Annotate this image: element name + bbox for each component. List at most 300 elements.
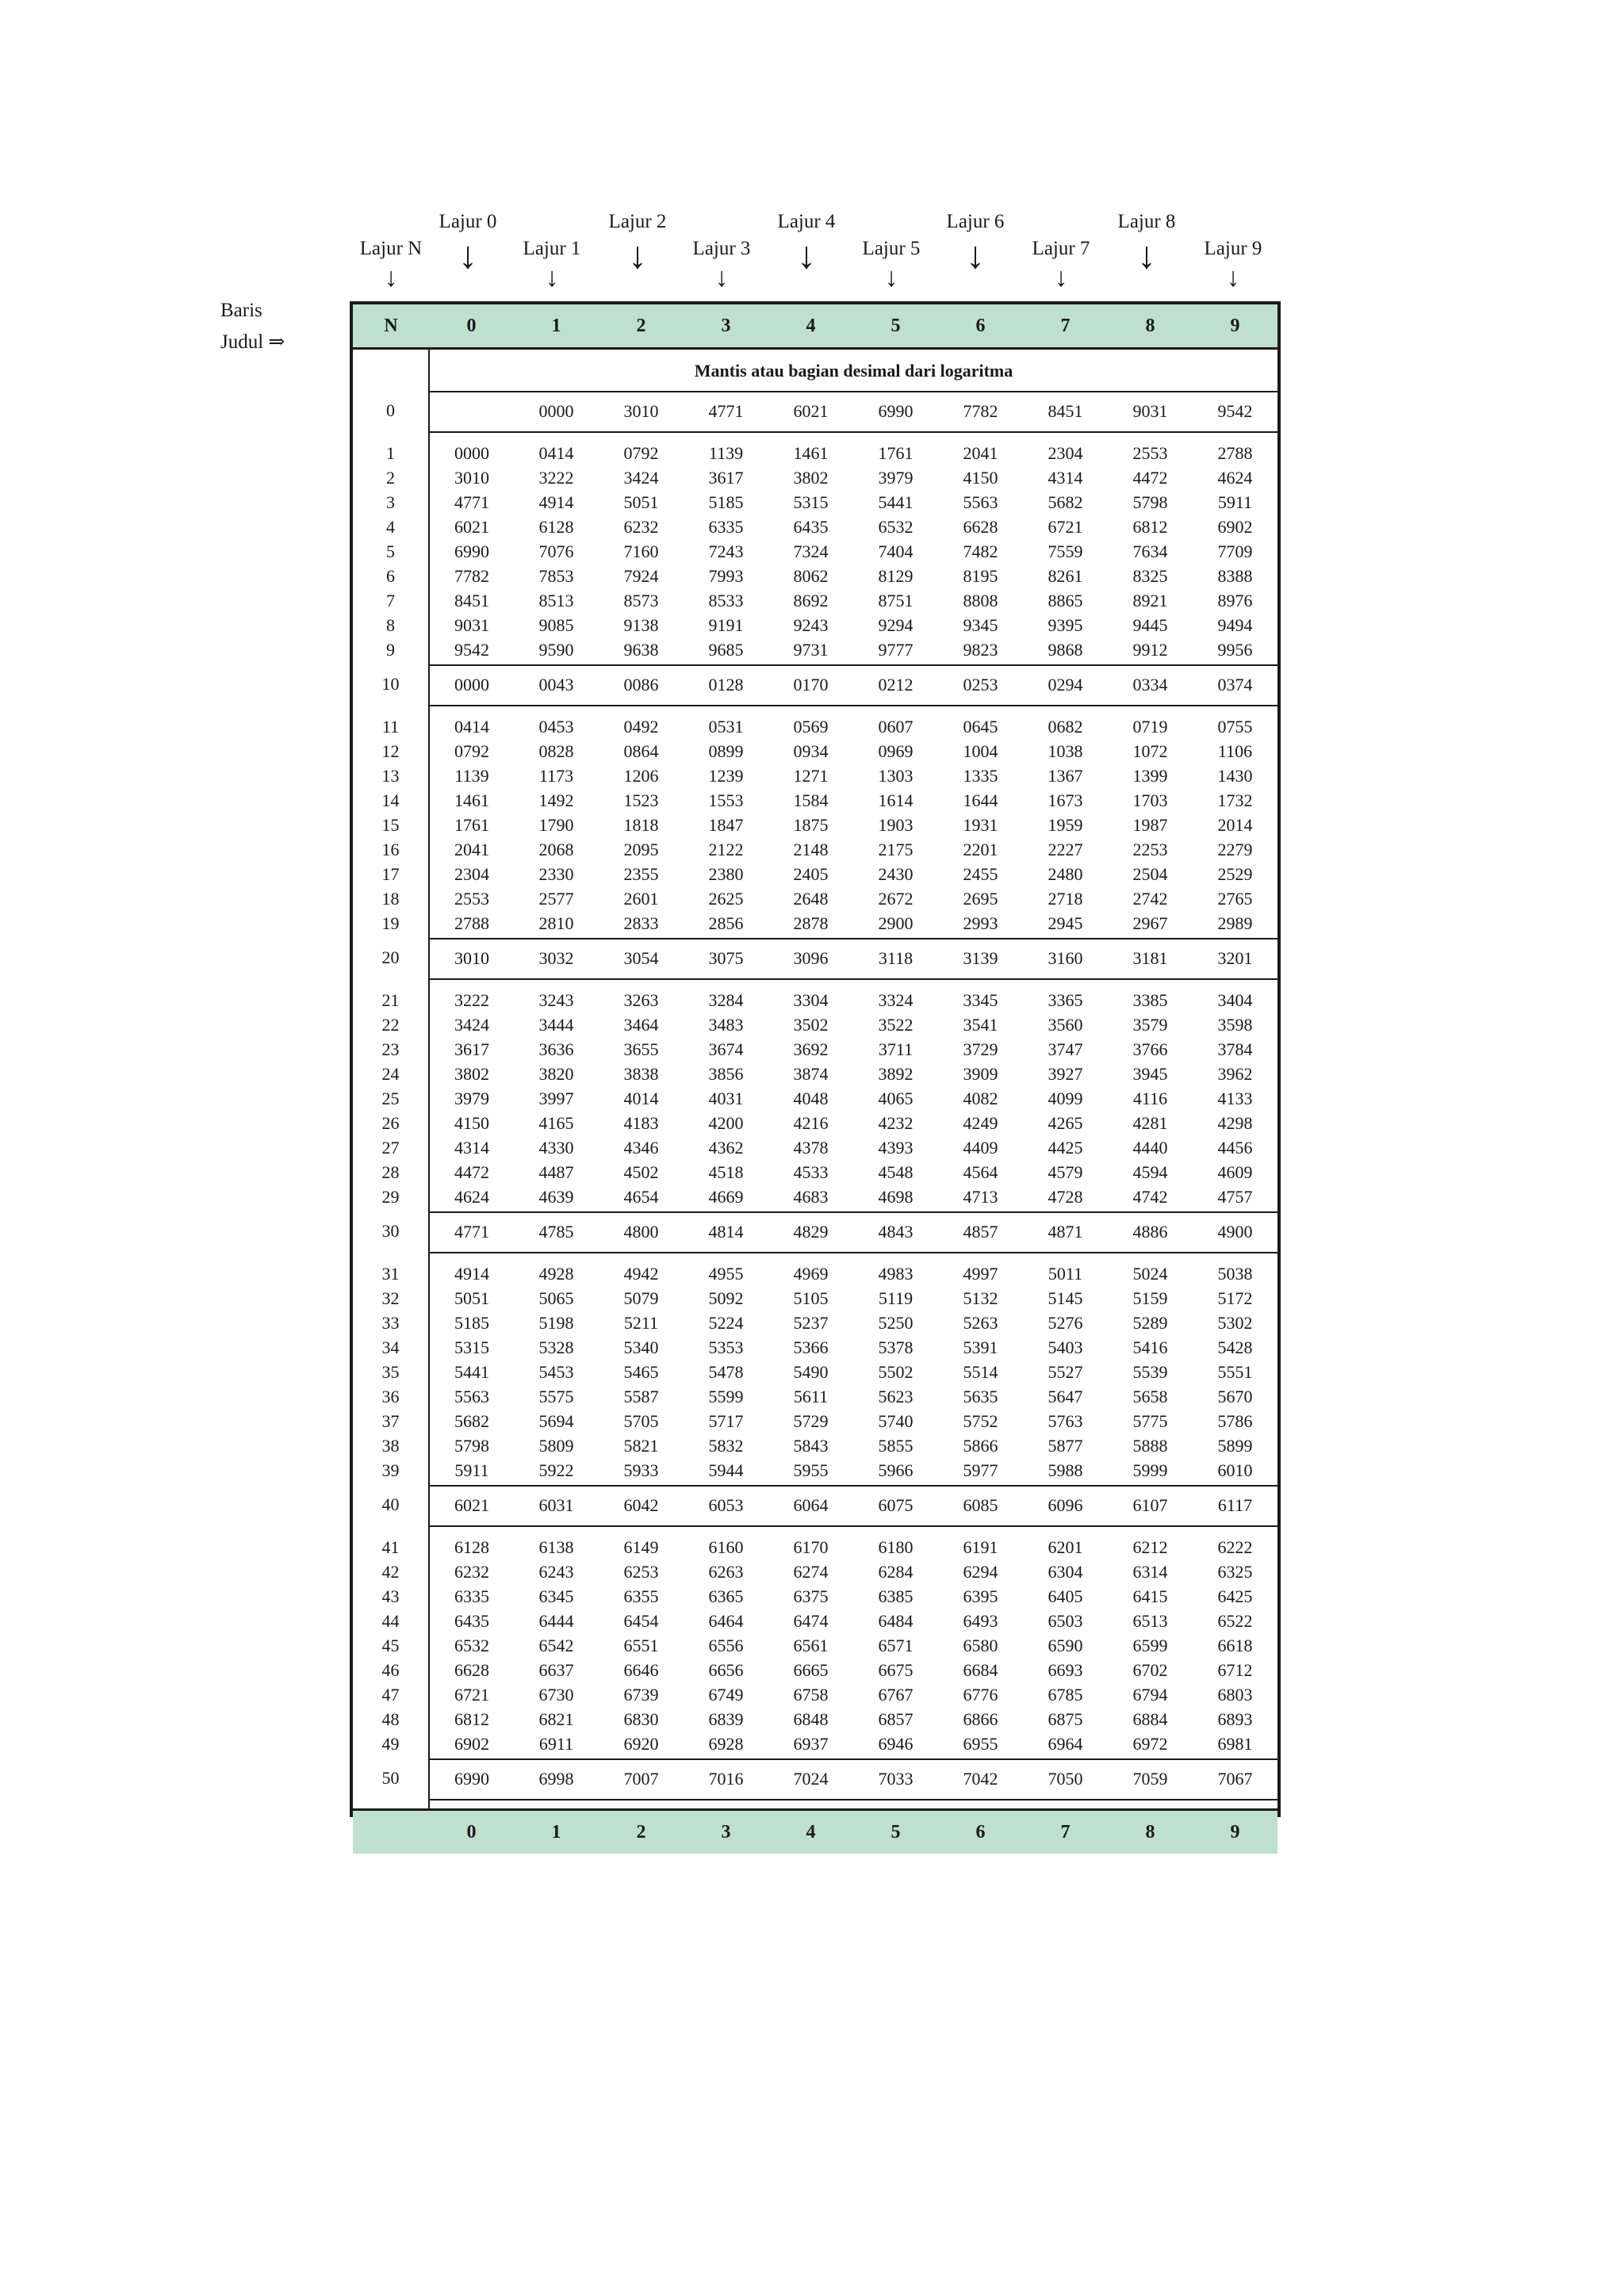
mantissa-cell: 4800 xyxy=(623,1221,659,1242)
mantissa-cell: 5821 xyxy=(623,1436,659,1456)
mantissa-cell: 5250 xyxy=(878,1313,914,1333)
mantissa-cell: 4654 xyxy=(623,1187,659,1207)
mantissa-cell: 0899 xyxy=(708,741,744,761)
mantissa-cell: 1239 xyxy=(708,766,744,786)
row-number-cell: 44 xyxy=(353,1609,429,1633)
mantissa-cell: 6532 xyxy=(878,517,914,537)
table-row xyxy=(353,1311,1277,1335)
mantissa-cell: 0212 xyxy=(878,674,914,695)
mantissa-cell: 6395 xyxy=(963,1586,998,1606)
mantissa-cell: 6365 xyxy=(708,1586,744,1606)
table-row xyxy=(353,1384,1277,1409)
mantissa-cell: 3502 xyxy=(793,1015,829,1035)
mantissa-cell: 6274 xyxy=(793,1562,829,1582)
table-row xyxy=(353,1335,1277,1360)
table-row xyxy=(353,1212,1277,1249)
gap-cell xyxy=(429,1253,1277,1261)
row-number-cell: 5 xyxy=(353,539,429,564)
mantissa-cell: 4031 xyxy=(708,1089,744,1108)
mantissa-cell: 9031 xyxy=(454,615,489,635)
mantissa-cell: 2201 xyxy=(963,840,998,859)
mantissa-cell: 5490 xyxy=(793,1362,829,1382)
row-number-cell: 6 xyxy=(353,564,429,588)
mantissa-cell: 0719 xyxy=(1132,717,1168,737)
mantissa-cell: 6149 xyxy=(623,1537,659,1557)
mantissa-cell: 4232 xyxy=(878,1113,914,1133)
mantissa-cell: 4249 xyxy=(963,1113,998,1133)
mantissa-cell: 5575 xyxy=(538,1387,574,1406)
mantissa-cell: 5705 xyxy=(623,1411,659,1431)
table-row xyxy=(353,490,1277,515)
mantissa-cell: 4639 xyxy=(538,1187,574,1207)
mantissa-cell: 9868 xyxy=(1048,640,1083,660)
row-number-cell: 19 xyxy=(353,911,429,936)
mantissa-cell: 2945 xyxy=(1048,913,1083,933)
mantissa-cell: 4609 xyxy=(1217,1162,1253,1182)
down-arrow-icon: ↓ xyxy=(458,235,477,277)
mantissa-cell: 6522 xyxy=(1217,1611,1253,1631)
mantissa-cell: 0000 xyxy=(454,674,489,695)
mantissa-cell: 6785 xyxy=(1048,1685,1083,1705)
table-row xyxy=(353,886,1277,911)
mantissa-cell: 7634 xyxy=(1132,541,1168,561)
mantissa-cell: 2553 xyxy=(1132,443,1168,463)
row-number-cell: 15 xyxy=(353,813,429,837)
mantissa-cell: 3464 xyxy=(623,1015,659,1035)
mantissa-cell: 8 xyxy=(1108,1810,1193,1854)
mantissa-cell: 9731 xyxy=(793,640,829,660)
mantissa-cell: 3096 xyxy=(793,947,829,968)
row-number-cell: 32 xyxy=(353,1286,429,1311)
mantissa-cell: 1732 xyxy=(1217,790,1253,810)
mantissa-cell: 6857 xyxy=(878,1709,914,1729)
mantissa-cell: 4886 xyxy=(1132,1221,1168,1242)
mantissa-cell: 8 xyxy=(1108,304,1193,349)
mantissa-cell: 6212 xyxy=(1132,1537,1168,1557)
block-gap xyxy=(353,1800,1277,1810)
mantissa-cell: 9031 xyxy=(1132,400,1168,421)
mantissa-cell: 3927 xyxy=(1048,1064,1083,1084)
mantissa-cell: 5185 xyxy=(454,1313,489,1333)
mantissa-cell: 9294 xyxy=(878,615,914,635)
mantissa-cell: 5159 xyxy=(1132,1288,1168,1308)
mantissa-cell: 4298 xyxy=(1217,1113,1253,1133)
table-row xyxy=(353,1160,1277,1184)
mantissa-cell: 5798 xyxy=(1132,492,1168,512)
row-number-cell: 14 xyxy=(353,788,429,813)
mantissa-cell: 4502 xyxy=(623,1162,659,1182)
down-arrow-icon: ↓ xyxy=(1226,263,1240,293)
mantissa-cell: 6021 xyxy=(793,400,829,421)
mantissa-cell: 5682 xyxy=(1048,492,1083,512)
mantissa-cell: 5752 xyxy=(963,1411,998,1431)
table-row xyxy=(353,613,1277,637)
mantissa-cell: 7067 xyxy=(1217,1768,1253,1789)
mantissa-cell: 2993 xyxy=(963,913,998,933)
mantissa-cell: 5276 xyxy=(1048,1313,1083,1333)
mantissa-cell: 6484 xyxy=(878,1611,914,1631)
mantissa-cell: 7059 xyxy=(1132,1768,1168,1789)
mantissa-cell: 1987 xyxy=(1132,815,1168,835)
table-row xyxy=(353,911,1277,936)
mantissa-cell: 3284 xyxy=(708,990,744,1010)
down-arrow-icon: ↓ xyxy=(1054,263,1068,293)
mantissa-cell: 6618 xyxy=(1217,1636,1253,1655)
mantissa-cell: 2625 xyxy=(708,889,744,909)
mantissa-cell: 0969 xyxy=(878,741,914,761)
mantissa-cell: 1614 xyxy=(878,790,914,810)
mantissa-cell: 5694 xyxy=(538,1411,574,1431)
mantissa-cell: 0000 xyxy=(538,400,574,421)
mantissa-cell: 5315 xyxy=(454,1337,489,1357)
mantissa-cell: 4014 xyxy=(623,1089,659,1108)
mantissa-cell: 5051 xyxy=(454,1288,489,1308)
table-row xyxy=(353,1111,1277,1135)
mantissa-cell: 2553 xyxy=(454,889,489,909)
mantissa-cell: 5132 xyxy=(963,1288,998,1308)
row-number-cell: 49 xyxy=(353,1732,429,1756)
mantissa-cell: 6702 xyxy=(1132,1660,1168,1680)
mantissa-cell: 5682 xyxy=(454,1411,489,1431)
mantissa-cell: 3032 xyxy=(538,947,574,968)
mantissa-cell: 1173 xyxy=(538,766,574,786)
mantissa-cell: 1790 xyxy=(538,815,574,835)
mantissa-cell: 2380 xyxy=(708,864,744,884)
mantissa-cell: 5911 xyxy=(454,1460,489,1480)
row-number-cell: 45 xyxy=(353,1633,429,1658)
mantissa-cell: 2788 xyxy=(454,913,489,933)
mantissa-cell: 4857 xyxy=(963,1221,998,1242)
mantissa-cell: 2 xyxy=(599,304,684,349)
table-row xyxy=(353,465,1277,490)
table-row xyxy=(353,1535,1277,1559)
mantissa-cell: 6628 xyxy=(963,517,998,537)
mantissa-cell: 8513 xyxy=(538,591,574,610)
mantissa-cell: 3160 xyxy=(1048,947,1083,968)
table-row xyxy=(353,939,1277,976)
mantissa-cell: 4900 xyxy=(1217,1221,1253,1242)
mantissa-cell: 5809 xyxy=(538,1436,574,1456)
mantissa-cell: 3404 xyxy=(1217,990,1253,1010)
mantissa-cell: 6911 xyxy=(538,1734,574,1754)
mantissa-cell: 2175 xyxy=(878,840,914,859)
mantissa-cell: 3617 xyxy=(454,1039,489,1059)
mantissa-cell: 6628 xyxy=(454,1660,489,1680)
mantissa-cell: 3263 xyxy=(623,990,659,1010)
mantissa-cell: 3579 xyxy=(1132,1015,1168,1035)
mantissa-cell: 4698 xyxy=(878,1187,914,1207)
mantissa-cell: 6758 xyxy=(793,1685,829,1705)
table-row xyxy=(353,1062,1277,1086)
mantissa-cell: 1703 xyxy=(1132,790,1168,810)
mantissa-cell: 6990 xyxy=(878,400,914,421)
mantissa-cell: 3838 xyxy=(623,1064,659,1084)
gap-cell xyxy=(353,706,429,714)
mantissa-cell: 3010 xyxy=(454,947,489,968)
mantissa-cell: 6474 xyxy=(793,1611,829,1631)
table-caption-row xyxy=(353,349,1277,392)
mantissa-cell: 6981 xyxy=(1217,1734,1253,1754)
mantissa-cell: 5798 xyxy=(454,1436,489,1456)
mantissa-cell: 2095 xyxy=(623,840,659,859)
mantissa-cell: 0170 xyxy=(793,674,829,695)
mantissa-cell: 3 xyxy=(684,304,768,349)
mantissa-cell: 1492 xyxy=(538,790,574,810)
lajur-label: Lajur 0 xyxy=(439,211,497,232)
mantissa-cell: 6075 xyxy=(878,1494,914,1515)
mantissa-cell: 4533 xyxy=(793,1162,829,1182)
mantissa-cell: 6385 xyxy=(878,1586,914,1606)
mantissa-cell: 5877 xyxy=(1048,1436,1083,1456)
mantissa-cell: 6454 xyxy=(623,1611,659,1631)
gap-cell xyxy=(429,1800,1277,1810)
mantissa-cell: 5328 xyxy=(538,1337,574,1357)
block-gap xyxy=(353,1253,1277,1261)
table-row xyxy=(353,1261,1277,1286)
row-heading-label xyxy=(220,295,331,358)
table-row xyxy=(353,1037,1277,1062)
mantissa-cell: 2672 xyxy=(878,889,914,909)
table-row xyxy=(353,763,1277,788)
mantissa-cell: 6294 xyxy=(963,1562,998,1582)
block-gap xyxy=(353,432,1277,441)
table-row xyxy=(353,1486,1277,1523)
table-row xyxy=(353,441,1277,465)
mantissa-cell: 1523 xyxy=(623,790,659,810)
mantissa-cell: 5289 xyxy=(1132,1313,1168,1333)
mantissa-cell: 4955 xyxy=(708,1264,744,1284)
mantissa-cell: 6415 xyxy=(1132,1586,1168,1606)
mantissa-cell: 6222 xyxy=(1217,1537,1253,1557)
mantissa-cell: 2122 xyxy=(708,840,744,859)
mantissa-cell: 8808 xyxy=(963,591,998,610)
mantissa-cell: 6160 xyxy=(708,1537,744,1557)
row-number-cell: 41 xyxy=(353,1535,429,1559)
mantissa-cell: 8062 xyxy=(793,566,829,586)
mantissa-cell: 6937 xyxy=(793,1734,829,1754)
mantissa-cell: 1931 xyxy=(963,815,998,835)
mantissa-cell: 1673 xyxy=(1048,790,1083,810)
mantissa-cell: 5416 xyxy=(1132,1337,1168,1357)
down-arrow-icon: ↓ xyxy=(884,263,898,293)
mantissa-cell: 9542 xyxy=(454,640,489,660)
mantissa-cell: 4785 xyxy=(538,1221,574,1242)
mantissa-cell: 6946 xyxy=(878,1734,914,1754)
mantissa-cell: 1 xyxy=(514,304,599,349)
mantissa-cell: 4265 xyxy=(1048,1113,1083,1133)
mantissa-cell: 5729 xyxy=(793,1411,829,1431)
mantissa-cell: 9 xyxy=(1193,1810,1277,1854)
mantissa-cell: 1553 xyxy=(708,790,744,810)
row-number-cell: 46 xyxy=(353,1658,429,1682)
mantissa-cell: 9395 xyxy=(1048,615,1083,635)
mantissa-cell: 6180 xyxy=(878,1537,914,1557)
mantissa-cell: 5866 xyxy=(963,1436,998,1456)
mantissa-cell: 4 xyxy=(768,304,853,349)
row-number-cell: 42 xyxy=(353,1559,429,1584)
mantissa-cell: 3784 xyxy=(1217,1039,1253,1059)
mantissa-cell: 6693 xyxy=(1048,1660,1083,1680)
block-gap xyxy=(353,979,1277,988)
mantissa-cell: 6812 xyxy=(1132,517,1168,537)
mantissa-cell: 6776 xyxy=(963,1685,998,1705)
mantissa-cell: 6138 xyxy=(538,1537,574,1557)
mantissa-cell: 6571 xyxy=(878,1636,914,1655)
mantissa-cell: 6191 xyxy=(963,1537,998,1557)
table-row xyxy=(353,1433,1277,1458)
mantissa-cell: 0934 xyxy=(793,741,829,761)
mantissa-cell: 5011 xyxy=(1048,1264,1083,1284)
mantissa-cell: 5391 xyxy=(963,1337,998,1357)
table-header-row xyxy=(353,304,1277,349)
mantissa-cell: 5478 xyxy=(708,1362,744,1382)
mantissa-cell: 3201 xyxy=(1217,947,1253,968)
mantissa-cell: 5988 xyxy=(1048,1460,1083,1480)
row-number-cell: 16 xyxy=(353,837,429,862)
mantissa-cell: 3655 xyxy=(623,1039,659,1059)
mantissa-cell: 5551 xyxy=(1217,1362,1253,1382)
mantissa-cell: 8451 xyxy=(1048,400,1083,421)
mantissa-cell: 3118 xyxy=(878,947,914,968)
mantissa-cell: 6972 xyxy=(1132,1734,1168,1754)
table-row xyxy=(353,637,1277,662)
table-row xyxy=(353,515,1277,539)
mantissa-cell: 7 xyxy=(1023,1810,1108,1854)
table-row xyxy=(353,392,1277,429)
mantissa-cell: 8451 xyxy=(454,591,489,610)
mantissa-cell: 4757 xyxy=(1217,1187,1253,1207)
mantissa-cell: 3598 xyxy=(1217,1015,1253,1035)
mantissa-cell: 4378 xyxy=(793,1138,829,1158)
table-row xyxy=(353,564,1277,588)
mantissa-cell: 2765 xyxy=(1217,889,1253,909)
baris-text: Baris xyxy=(220,300,262,321)
mantissa-cell: 1644 xyxy=(963,790,998,810)
row-number-cell: 0 xyxy=(353,392,429,429)
mantissa-cell: 1399 xyxy=(1132,766,1168,786)
mantissa-cell: 5 xyxy=(853,304,938,349)
mantissa-cell: 6325 xyxy=(1217,1562,1253,1582)
mantissa-cell: 1004 xyxy=(963,741,998,761)
mantissa-cell: 3222 xyxy=(538,468,574,488)
mantissa-cell: 5065 xyxy=(538,1288,574,1308)
row-number-cell: 50 xyxy=(353,1759,429,1797)
mantissa-cell: 2 xyxy=(599,1810,684,1854)
mantissa-cell: 3711 xyxy=(878,1039,914,1059)
mantissa-cell: 7 xyxy=(1023,304,1108,349)
mantissa-cell: 9777 xyxy=(878,640,914,660)
mantissa-cell: 6042 xyxy=(623,1494,659,1515)
table-row xyxy=(353,1012,1277,1037)
mantissa-cell: 4314 xyxy=(454,1138,489,1158)
mantissa-cell: 4624 xyxy=(454,1187,489,1207)
mantissa-cell xyxy=(429,392,514,429)
mantissa-cell: 0414 xyxy=(538,443,574,463)
mantissa-cell: 2304 xyxy=(454,864,489,884)
mantissa-cell: 5453 xyxy=(538,1362,574,1382)
mantissa-cell: 4548 xyxy=(878,1162,914,1182)
mantissa-cell: 4472 xyxy=(1132,468,1168,488)
row-number-cell: 31 xyxy=(353,1261,429,1286)
mantissa-cell: 1584 xyxy=(793,790,829,810)
mantissa-cell: 4362 xyxy=(708,1138,744,1158)
mantissa-cell: 2041 xyxy=(454,840,489,859)
mantissa-cell: 6031 xyxy=(538,1494,574,1515)
down-arrow-icon: ↓ xyxy=(384,263,398,293)
mantissa-cell: 5843 xyxy=(793,1436,829,1456)
table-row xyxy=(353,1086,1277,1111)
mantissa-cell: 4843 xyxy=(878,1221,914,1242)
mantissa-cell: 3424 xyxy=(454,1015,489,1035)
mantissa-cell: 6884 xyxy=(1132,1709,1168,1729)
mantissa-cell: 6053 xyxy=(708,1494,744,1515)
mantissa-cell: 0 xyxy=(429,304,514,349)
mantissa-cell: 6444 xyxy=(538,1611,574,1631)
mantissa-cell: 7324 xyxy=(793,541,829,561)
mantissa-cell: 7024 xyxy=(793,1768,829,1789)
mantissa-cell: 9590 xyxy=(538,640,574,660)
mantissa-cell: 9345 xyxy=(963,615,998,635)
mantissa-cell: 0607 xyxy=(878,717,914,737)
mantissa-cell: 5263 xyxy=(963,1313,998,1333)
gap-cell xyxy=(353,1253,429,1261)
row-number-cell: 21 xyxy=(353,988,429,1012)
mantissa-cell: 4183 xyxy=(623,1113,659,1133)
mantissa-cell: 5051 xyxy=(623,492,659,512)
mantissa-cell: 6107 xyxy=(1132,1494,1168,1515)
mantissa-cell: 6794 xyxy=(1132,1685,1168,1705)
table-row xyxy=(353,1633,1277,1658)
mantissa-cell: 8573 xyxy=(623,591,659,610)
down-arrow-icon: ↓ xyxy=(714,263,729,293)
caption-spacer xyxy=(353,349,429,392)
mantissa-cell: 6990 xyxy=(454,1768,489,1789)
mantissa-cell: 4518 xyxy=(708,1162,744,1182)
mantissa-cell: 6590 xyxy=(1048,1636,1083,1655)
mantissa-cell: 5185 xyxy=(708,492,744,512)
mantissa-cell: 5775 xyxy=(1132,1411,1168,1431)
table-row xyxy=(353,1732,1277,1756)
mantissa-cell: 0334 xyxy=(1132,674,1168,695)
mantissa-cell: 6684 xyxy=(963,1660,998,1680)
mantissa-cell: 5999 xyxy=(1132,1460,1168,1480)
mantissa-cell: 5647 xyxy=(1048,1387,1083,1406)
mantissa-cell: 6561 xyxy=(793,1636,829,1655)
mantissa-cell: 4594 xyxy=(1132,1162,1168,1182)
mantissa-cell: 6170 xyxy=(793,1537,829,1557)
table-row xyxy=(353,1559,1277,1584)
table-row xyxy=(353,1584,1277,1609)
mantissa-cell: 6812 xyxy=(454,1709,489,1729)
mantissa-cell: 1139 xyxy=(708,443,744,463)
mantissa-cell: 7050 xyxy=(1048,1768,1083,1789)
mantissa-cell: 0086 xyxy=(623,674,659,695)
mantissa-cell: 5302 xyxy=(1217,1313,1253,1333)
mantissa-cell: 0531 xyxy=(708,717,744,737)
mantissa-cell: 9138 xyxy=(623,615,659,635)
mantissa-cell: 4914 xyxy=(454,1264,489,1284)
mantissa-cell: 5514 xyxy=(963,1362,998,1382)
mantissa-cell: 2648 xyxy=(793,889,829,909)
mantissa-cell: 0492 xyxy=(623,717,659,737)
mantissa-cell: 3802 xyxy=(793,468,829,488)
mantissa-cell: 9085 xyxy=(538,615,574,635)
mantissa-cell: 3385 xyxy=(1132,990,1168,1010)
mantissa-cell: 3874 xyxy=(793,1064,829,1084)
mantissa-cell: 3522 xyxy=(878,1015,914,1035)
mantissa-cell: 0043 xyxy=(538,674,574,695)
mantissa-cell: 4048 xyxy=(793,1089,829,1108)
